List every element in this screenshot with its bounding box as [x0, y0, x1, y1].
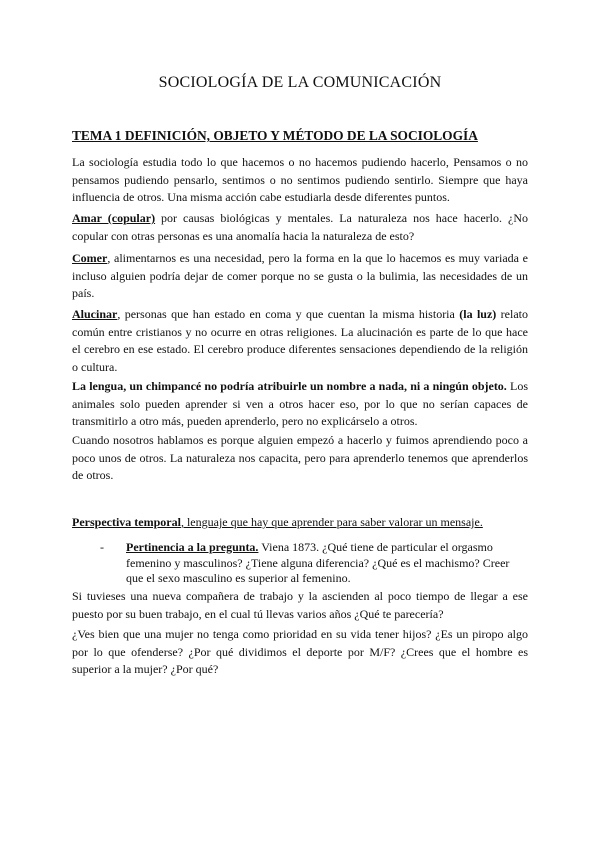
alucinar-paragraph [72, 306, 528, 376]
lengua-text: Los animales solo pueden aprender si ven a otros hacer eso, por lo que no serían capaces de transmitirlo a otro más, pueden aprenderlo, pero no explicárselo a otros. [72, 379, 528, 428]
lengua-paragraph [72, 378, 528, 431]
perspectiva-paragraph [72, 514, 528, 532]
amar-paragraph [72, 210, 528, 245]
comer-term: Comer [72, 251, 108, 265]
section-heading: TEMA 1 DEFINICIÓN, OBJETO Y MÉTODO DE LA SOCIOLOGÍA [72, 128, 478, 143]
pertinencia-text: Viena 1873. ¿Qué tiene de particular el orgasmo femenino y masculinos? ¿Tiene alguna diferencia? ¿Qué es el machismo? Creer que el sexo masculino es superior al femenino. [126, 540, 510, 585]
cuando-paragraph: Cuando nosotros hablamos es porque alguien empezó a hacerlo y fuimos aprendiendo poco a poco unos de otros. La naturaleza nos capacita, pero para aprenderlo tenemos que aprenderlos de otros. [72, 433, 528, 482]
tuvieses-paragraph: Si tuvieses una nueva compañera de trabajo y la ascienden al poco tiempo de llegar a ese puesto por su buen trabajo, en el cual tú llevas varios años ¿Qué te parecería? [72, 589, 528, 621]
amar-text: por causas biológicas y mentales. La naturaleza nos hace hacerlo. ¿No copular con otras personas es una anomalía hacia la naturaleza de esto? [72, 211, 528, 243]
alucinar-text-2: relato común entre cristianos y no ocurre en otras religiones. La alucinación es parte de lo que hace el cerebro en ese estado. El cerebro produce diferentes sensaciones dependiendo de la religión o cultura. [72, 307, 528, 374]
alucinar-term: Alucinar [72, 307, 118, 321]
perspectiva-term: Perspectiva temporal [72, 515, 181, 529]
alucinar-bold: (la luz) [459, 307, 497, 321]
comer-text: , alimentarnos es una necesidad, pero la forma en la que lo hacemos es muy variada e incluso alguien podría dejar de comer porque no se gusta o la bulimia, las necesidades de un país. [72, 251, 528, 300]
ves-bien-paragraph: ¿Ves bien que una mujer no tenga como prioridad en su vida tener hijos? ¿Es un piropo algo por lo que ofenderse? ¿Por qué dividimos el deporte por M/F? ¿Crees que el hombre es superior a la mujer? ¿Por qué? [72, 627, 528, 676]
amar-term: Amar (copular) [72, 211, 156, 225]
alucinar-text-1: , personas que han estado en coma y que cuentan la misma historia [117, 307, 460, 321]
lengua-bold: La lengua, un chimpancé no podría atribuirle un nombre a nada, ni a ningún objeto. [72, 379, 507, 393]
comer-paragraph [72, 250, 528, 303]
bullet-dash: - [100, 540, 104, 554]
document-title: SOCIOLOGÍA DE LA COMUNICACIÓN [158, 74, 442, 91]
list-item [100, 540, 528, 587]
perspectiva-text: , lenguaje que hay que aprender para saber valorar un mensaje. [180, 515, 483, 529]
intro-paragraph: La sociología estudia todo lo que hacemos o no hacemos pudiendo hacerlo, Pensamos o no pensamos pudiendo pensarlo, sentimos o no sentimos pudiendo sentirlo. Siempre que haya influencia de otros. Una misma acción cabe estudiarla desde diferentes puntos. [72, 155, 528, 204]
pertinencia-term: Pertinencia a la pregunta. [126, 540, 259, 554]
